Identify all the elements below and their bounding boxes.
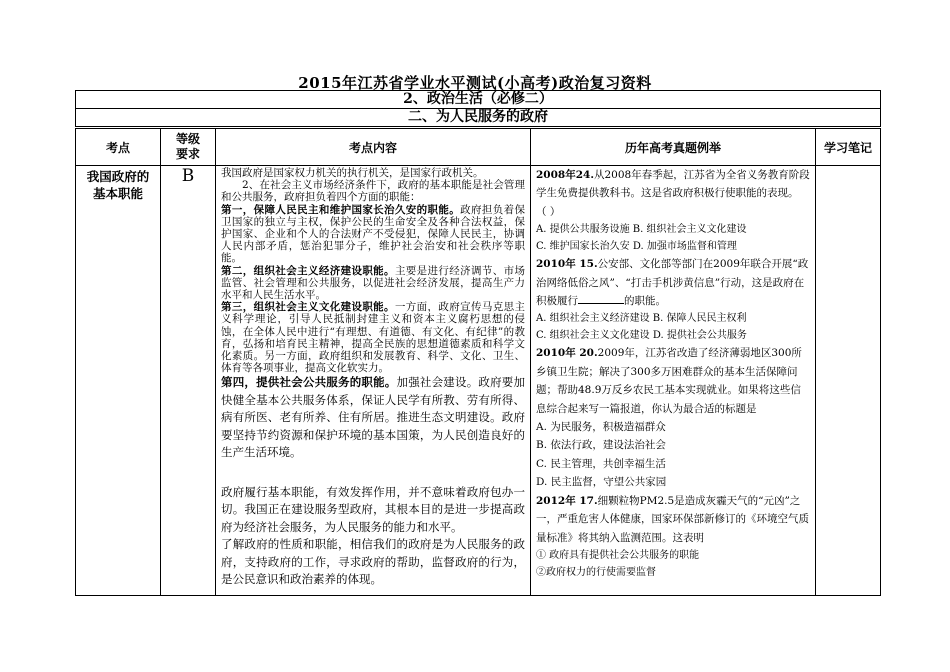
- question-2010-15-text-end: 的职能。: [624, 295, 666, 308]
- question-2010-15-options-ab: A. 组织社会主义经济建设 B. 保障人民民主权利: [536, 313, 747, 325]
- header-point: 考点: [76, 128, 161, 166]
- function-4-text: 加强社会建设。政府要加快健全基本公共服务体系，保证人民学有所教、劳有所得、病有所医、老有所养、住有所居。推进生态文明建设。政府要坚持节约资源和保护环境的基本国策，为人民创造良好的生产生活环境。: [221, 375, 525, 460]
- content-functions-intro: 2、在社会主义市场经济条件下，政府的基本职能是社会管理和公共服务，政府担负着四个方面的职能：: [221, 179, 525, 204]
- answer-blank: [578, 293, 624, 304]
- content-citizen-awareness: 了解政府的性质和职能，相信我们的政府是为人民服务的政府，支持政府的工作，寻求政府的帮助，监督政府的行为，是公民意识和政治素养的体现。: [221, 537, 525, 587]
- question-2010-15-text: 公安部、文化部等部门在2009年联合开展“政治网络低俗之风”、“打击手机涉黄信息”行动，这是政府在积极履行: [536, 258, 809, 308]
- level-cell: B: [161, 166, 216, 596]
- function-1-text: 政府担负着保卫国家的独立与主权，保护公民的生命安全及各种合法权益，保护国家、企业和个人的合法财产不受侵犯，保障人民民主，协调人民内部矛盾，惩治犯罪分子，维护社会治安和社会秩序等职能。: [221, 203, 526, 265]
- function-2: [221, 265, 525, 302]
- question-2012-item-1: ① 政府具有提供社会公共服务的职能: [536, 549, 700, 561]
- notes-cell: [816, 166, 881, 596]
- function-4-title: 第四，提供社会公共服务的职能。: [221, 375, 397, 390]
- header-content: 考点内容: [216, 128, 531, 166]
- question-2008-year: 2008年24.: [536, 169, 594, 181]
- content-cell: [216, 166, 531, 596]
- function-1-title: 第一，保障人民民主和维护国家长治久安的职能。: [221, 203, 461, 216]
- function-3-text: 一方面，政府宣传马克思主义科学理论，引导人民抵制封建主义和资本主义腐朽思想的侵蚀，在全体人民中进行“有理想、有道德、有文化、有纪律”的教育，弘扬和培育民主精神，提高全民族的思想道德素质和科学文化素质。另一方面，政府组织和发展教育、科学、文化、卫生、体育等各项事业，提高文化软实力。: [221, 301, 526, 375]
- question-2010-20-text: 2009年，江苏省改造了经济薄弱地区300所乡镇卫生院；解决了300多万困难群众的基本生活保障问题；帮助48.9万反乡农民工基本实现就业。如果将这些信息综合起来写一篇报道，你认为最合适的标题是: [536, 347, 802, 415]
- question-2010-15: [536, 255, 811, 310]
- section-title: 2、政治生活（必修二）: [76, 91, 881, 109]
- function-1: [221, 204, 525, 265]
- unit-title: 二、为人民服务的政府: [76, 109, 881, 128]
- header-notes: 学习笔记: [816, 128, 881, 166]
- question-2010-20-option-c: C. 民主管理，共创幸福生活: [536, 457, 666, 470]
- question-2010-20: [536, 344, 811, 418]
- question-2008-text: 从2008年春季起，江苏省为全省义务教育阶段学生免费提供教科书。这是省政府积极行使职能的表现。 （ ）: [536, 169, 810, 218]
- question-2010-20-option-d: D. 民主监督，守望公共家园: [536, 476, 667, 489]
- question-2012-year: 2012年 17.: [536, 494, 598, 507]
- question-2010-15-options-cd: C. 组织社会主义文化建设 D. 提供社会公共服务: [536, 330, 747, 342]
- point-label: 我国政府的基本职能: [86, 169, 150, 201]
- point-cell: [76, 166, 161, 596]
- question-2008: [536, 166, 811, 221]
- question-2010-15-year: 2010年 15.: [536, 258, 598, 271]
- question-2010-20-year: 2010年 20.: [536, 347, 598, 360]
- table-row: [76, 166, 881, 596]
- function-2-text: 主要是进行经济调节、市场监管、社会管理和公共服务，以促进社会经济发展，提高生产力水平和人民生活水平。: [221, 264, 526, 302]
- question-2012-item-2: ②政府权力的行使需要监督: [536, 566, 656, 578]
- header-level: [161, 128, 216, 166]
- header-exam: 历年高考真题例举: [531, 128, 816, 166]
- question-2010-20-option-b: B. 依法行政，建设法治社会: [536, 439, 666, 452]
- question-2008-options-ab: A. 提供公共服务设施 B. 组织社会主义文化建设: [536, 224, 747, 236]
- document-title: 2015年江苏省学业水平测试(小高考)政治复习资料: [298, 74, 652, 92]
- function-2-title: 第二，组织社会主义经济建设职能。: [221, 264, 395, 277]
- function-4: [221, 374, 525, 462]
- question-2008-options-cd: C. 维护国家长治久安 D. 加强市场监督和管理: [536, 241, 737, 253]
- header-level-label: 等级要求: [175, 132, 200, 161]
- question-2012-text: 细颗粒物PM2.5是造成灰霾天气的“元凶”之一，严重危害人体健康，国家环保部新修订的《环境空气质量标准》将其纳入监测范围。这表明: [536, 494, 809, 544]
- function-3: [221, 301, 525, 374]
- question-2012: [536, 492, 811, 547]
- content-intro: 我国政府是国家权力机关的执行机关，是国家行政机关。: [221, 167, 484, 179]
- content-service-government: 政府履行基本职能，有效发挥作用，并不意味着政府包办一切。我国正在建设服务型政府，其根本目的是进一步提高政府为经济社会服务，为人民服务的能力和水平。: [221, 484, 525, 534]
- question-2010-20-option-a: A. 为民服务，积极造福群众: [536, 421, 666, 434]
- exam-cell: [531, 166, 816, 596]
- review-table: [75, 90, 881, 596]
- function-3-title: 第三，组织社会主义文化建设职能。: [221, 301, 395, 314]
